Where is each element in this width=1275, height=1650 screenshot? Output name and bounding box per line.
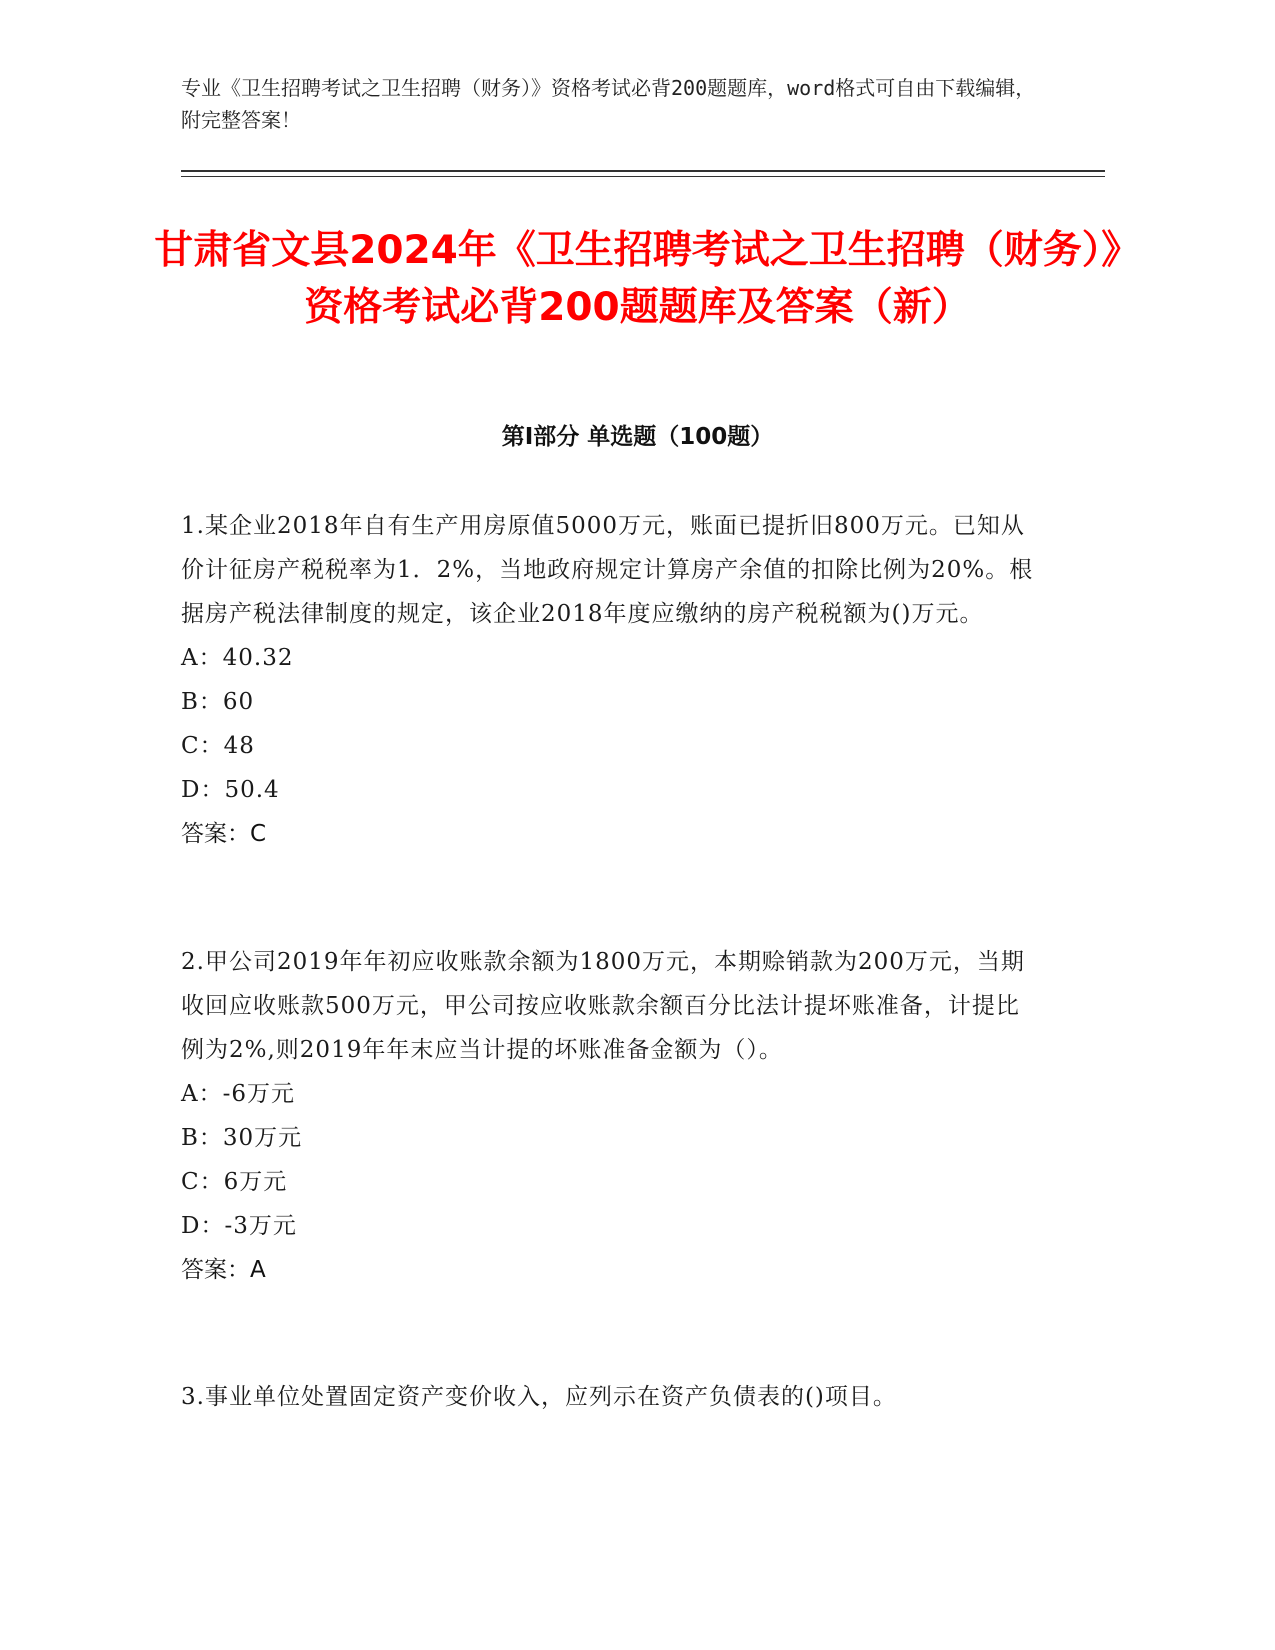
- question-2: [181, 940, 1041, 1292]
- option-a: A：40.32: [181, 645, 294, 671]
- question-stem: 1.某企业2018年自有生产用房原值5000万元，账面已提折旧800万元。已知从价计征房产税税率为1．2%，当地政府规定计算房产余值的扣除比例为20%。根据房产税法律制度的规定，该企业2018年度应缴纳的房产税税额为()万元。: [181, 513, 1034, 627]
- section-heading: 第I部分 单选题（100题）: [501, 424, 774, 450]
- option-b: B：30万元: [181, 1125, 303, 1151]
- option-b: B：60: [181, 689, 255, 715]
- header-divider-thick: [181, 170, 1105, 172]
- answer-line: 答案：C: [181, 821, 267, 847]
- header-note: 专业《卫生招聘考试之卫生招聘（财务）》资格考试必背200题题库，word格式可自由下载编辑，附完整答案！: [181, 76, 1036, 132]
- option-d: D：-3万元: [181, 1213, 297, 1239]
- question-3: [181, 1375, 1041, 1419]
- option-c: C：6万元: [181, 1169, 288, 1195]
- option-d: D：50.4: [181, 777, 280, 803]
- document-title: 甘肃省文县2024年《卫生招聘考试之卫生招聘（财务）》资格考试必背200题题库及答案（新）: [154, 228, 1121, 330]
- header-divider-thin: [181, 176, 1105, 177]
- answer-line: 答案：A: [181, 1257, 266, 1283]
- question-stem: 2.甲公司2019年年初应收账款余额为1800万元，本期赊销款为200万元，当期收回应收账款500万元，甲公司按应收账款余额百分比法计提坏账准备，计提比例为2%,则2019年年末应当计提的坏账准备金额为（）。: [181, 949, 1025, 1063]
- question-1: [181, 504, 1041, 856]
- option-a: A：-6万元: [181, 1081, 296, 1107]
- question-stem: 3.事业单位处置固定资产变价收入，应列示在资产负债表的()项目。: [181, 1384, 897, 1410]
- option-c: C：48: [181, 733, 255, 759]
